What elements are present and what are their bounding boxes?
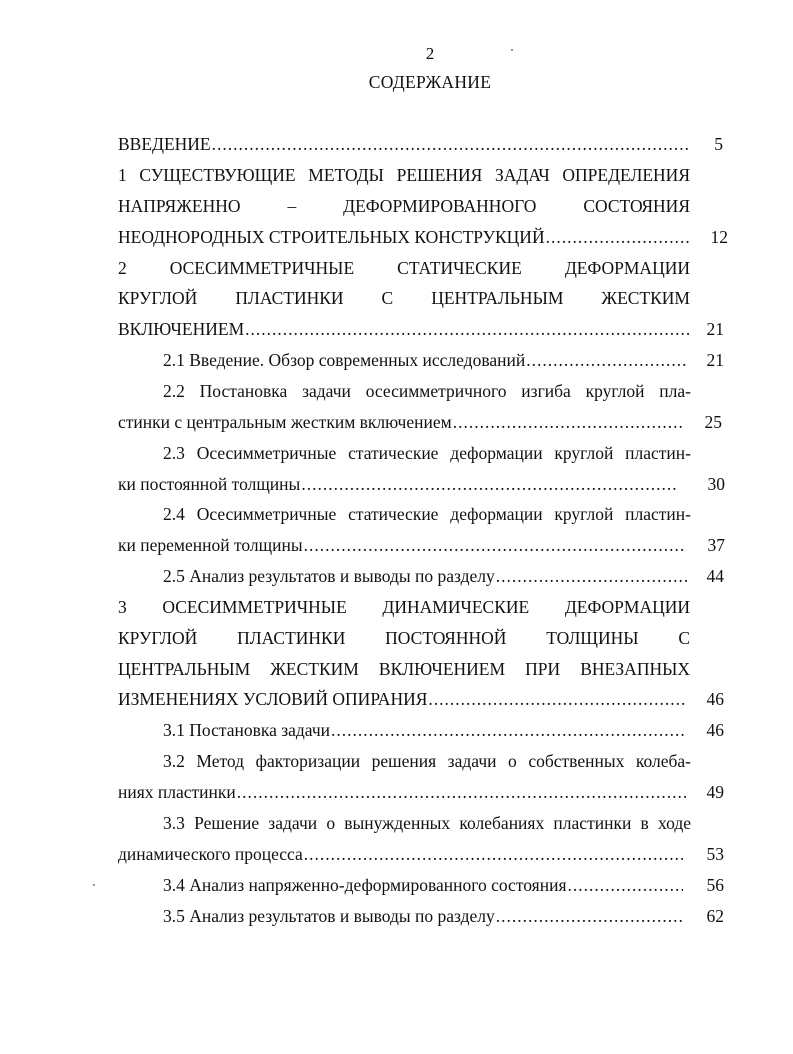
toc-entry-label: ИЗМЕНЕНИЯХ УСЛОВИЙ ОПИРАНИЯ bbox=[118, 689, 428, 709]
toc-section-2-3-line-2[interactable] bbox=[118, 470, 680, 498]
page-title: СОДЕРЖАНИЕ bbox=[368, 72, 492, 92]
toc-entry-label: 3.1 Постановка задачи bbox=[163, 720, 331, 740]
toc-page-number: 21 bbox=[706, 350, 724, 370]
dot-leader bbox=[568, 871, 684, 899]
toc-section-2-2-line-1[interactable]: 2.2 Постановка задачи осесимметричного изгиба круглой пла- bbox=[163, 381, 691, 401]
toc-chapter-3-line-4[interactable] bbox=[118, 685, 687, 713]
dot-leader bbox=[526, 346, 688, 374]
dot-leader bbox=[496, 902, 683, 930]
toc-section-2-1[interactable] bbox=[163, 346, 690, 374]
toc-section-3-3-line-1[interactable]: 3.3 Решение задачи о вынужденных колебаниях пластинки в ходе bbox=[163, 813, 691, 833]
page-number: 2 bbox=[425, 44, 435, 63]
toc-section-2-4-line-1[interactable]: 2.4 Осесимметричные статические деформации круглой пластин- bbox=[163, 504, 691, 524]
dot-leader bbox=[304, 840, 683, 868]
toc-page-number: 21 bbox=[706, 319, 724, 339]
toc-chapter-3-line-3[interactable]: ЦЕНТРАЛЬНЫМ ЖЕСТКИМ ВКЛЮЧЕНИЕМ ПРИ ВНЕЗАПНЫХ bbox=[118, 659, 690, 679]
toc-page-number: 62 bbox=[706, 906, 724, 926]
toc-page-number: 25 bbox=[704, 412, 722, 432]
dot-leader bbox=[496, 562, 687, 590]
toc-section-3-2-line-2[interactable] bbox=[118, 778, 688, 806]
dot-leader bbox=[453, 408, 685, 436]
toc-entry-label: 2.1 Введение. Обзор современных исследований bbox=[163, 350, 526, 370]
toc-chapter-1-line-1[interactable]: 1 СУЩЕСТВУЮЩИЕ МЕТОДЫ РЕШЕНИЯ ЗАДАЧ ОПРЕДЕЛЕНИЯ bbox=[118, 165, 690, 185]
toc-entry-label: ВВЕДЕНИЕ bbox=[118, 134, 211, 154]
toc-page-number: 5 bbox=[714, 134, 723, 154]
dot-leader bbox=[428, 685, 685, 713]
toc-page-number: 49 bbox=[706, 782, 724, 802]
dot-leader bbox=[331, 716, 687, 744]
toc-section-3-3-line-2[interactable] bbox=[118, 840, 685, 868]
toc-page-number: 53 bbox=[706, 844, 724, 864]
dot-leader bbox=[546, 223, 689, 251]
toc-chapter-1-line-3[interactable] bbox=[118, 223, 691, 251]
dot-leader bbox=[212, 130, 689, 158]
toc-entry-label: стинки с центральным жестким включением bbox=[118, 412, 452, 432]
toc-entry-label: ниях пластинки bbox=[118, 782, 236, 802]
toc-page-number: 46 bbox=[706, 720, 724, 740]
toc-chapter-3-line-2[interactable]: КРУГЛОЙ ПЛАСТИНКИ ПОСТОЯННОЙ ТОЛЩИНЫ С bbox=[118, 628, 690, 648]
toc-page-number: 30 bbox=[707, 474, 725, 494]
toc-page-number: 12 bbox=[710, 227, 728, 247]
toc-chapter-1-line-2[interactable]: НАПРЯЖЕННО – ДЕФОРМИРОВАННОГО СОСТОЯНИЯ bbox=[118, 196, 690, 216]
dot-leader bbox=[301, 470, 678, 498]
toc-page-number: 56 bbox=[706, 875, 724, 895]
toc-section-2-5[interactable] bbox=[163, 562, 689, 590]
toc-page-number: 46 bbox=[706, 689, 724, 709]
toc-entry-label: ки переменной толщины bbox=[118, 535, 303, 555]
scan-speck bbox=[93, 884, 95, 886]
toc-chapter-3-line-1[interactable]: 3 ОСЕСИММЕТРИЧНЫЕ ДИНАМИЧЕСКИЕ ДЕФОРМАЦИИ bbox=[118, 597, 690, 617]
dot-leader bbox=[245, 315, 689, 343]
toc-section-3-1[interactable] bbox=[163, 716, 689, 744]
toc-entry-label: 3.4 Анализ напряженно-деформированного состояния bbox=[163, 875, 567, 895]
toc-chapter-2-line-3[interactable] bbox=[118, 315, 691, 343]
toc-section-3-4[interactable] bbox=[163, 871, 685, 899]
toc-entry-label: 3.5 Анализ результатов и выводы по разделу bbox=[163, 906, 495, 926]
toc-section-2-4-line-2[interactable] bbox=[118, 531, 688, 559]
toc-chapter-2-line-1[interactable]: 2 ОСЕСИММЕТРИЧНЫЕ СТАТИЧЕСКИЕ ДЕФОРМАЦИИ bbox=[118, 258, 690, 278]
toc-entry-label: 2.5 Анализ результатов и выводы по разделу bbox=[163, 566, 495, 586]
toc-entry-label: ки постоянной толщины bbox=[118, 474, 301, 494]
toc-section-2-3-line-1[interactable]: 2.3 Осесимметричные статические деформации круглой пластин- bbox=[163, 443, 691, 463]
toc-entry-label: НЕОДНОРОДНЫХ СТРОИТЕЛЬНЫХ КОНСТРУКЦИЙ bbox=[118, 227, 545, 247]
toc-section-3-2-line-1[interactable]: 3.2 Метод факторизации решения задачи о собственных колеба- bbox=[163, 751, 691, 771]
toc-entry-intro[interactable] bbox=[118, 130, 691, 158]
scan-speck bbox=[511, 49, 513, 51]
toc-section-2-2-line-2[interactable] bbox=[118, 408, 687, 436]
toc-page-number: 44 bbox=[706, 566, 724, 586]
toc-section-3-5[interactable] bbox=[163, 902, 685, 930]
toc-page-number: 37 bbox=[707, 535, 725, 555]
toc-entry-label: динамического процесса bbox=[118, 844, 303, 864]
toc-entry-label: ВКЛЮЧЕНИЕМ bbox=[118, 319, 245, 339]
dot-leader bbox=[237, 778, 686, 806]
dot-leader bbox=[304, 531, 686, 559]
toc-chapter-2-line-2[interactable]: КРУГЛОЙ ПЛАСТИНКИ С ЦЕНТРАЛЬНЫМ ЖЕСТКИМ bbox=[118, 288, 690, 308]
